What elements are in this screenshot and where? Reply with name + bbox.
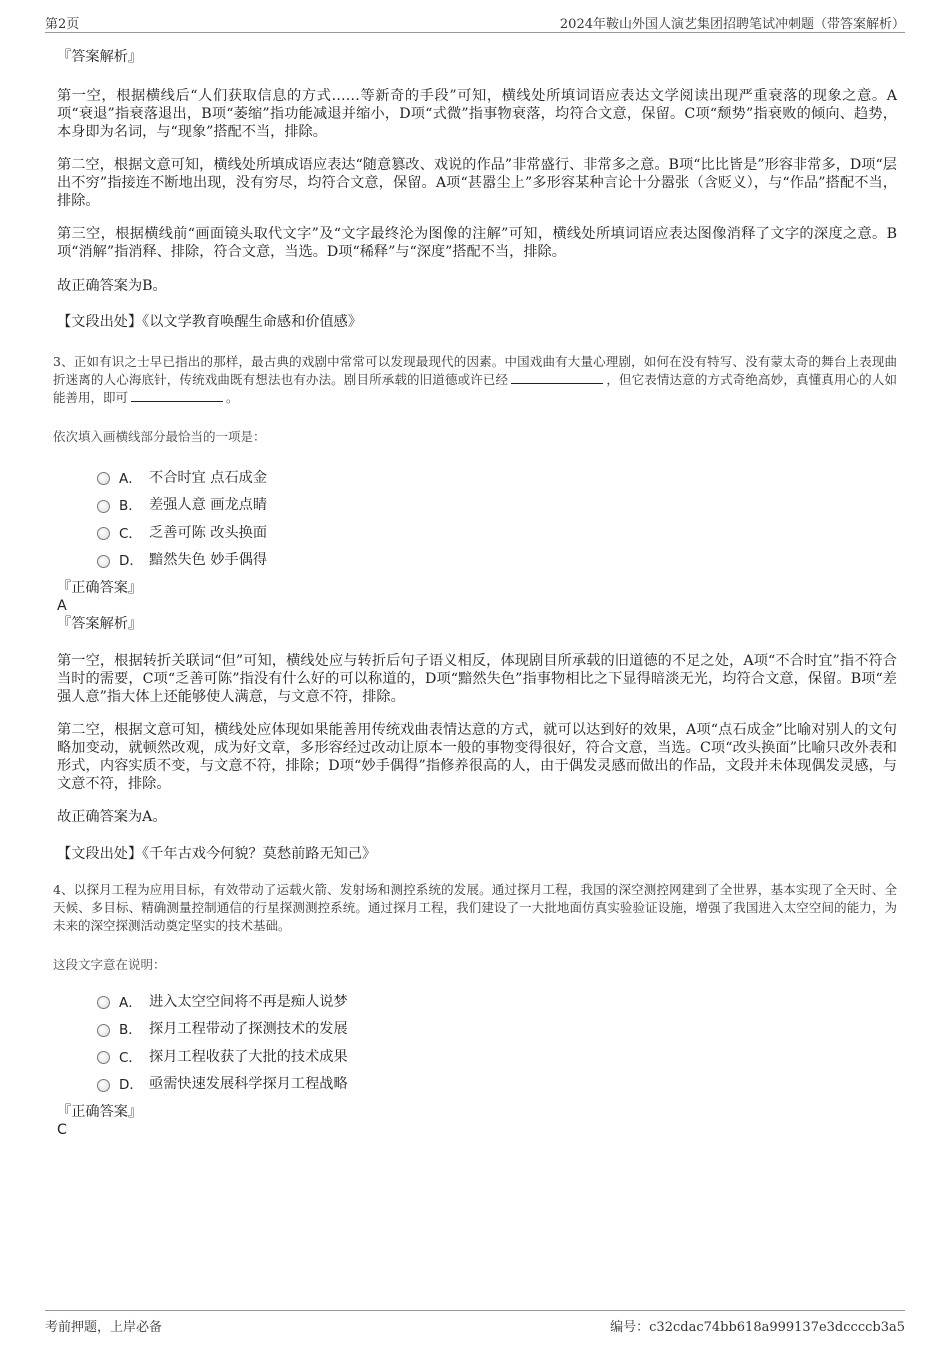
question-stem: 4、以探月工程为应用目标，有效带动了运载火箭、发射场和测控系统的发展。通过探月工程，我国的深空测控网建到了全世界，基本实现了全天时、全天候、多目标、精确测量控制通信的行星探测测控系统。通过探月工程，我们建设了一大批地面仿真实验验证设施，增强了我国进入太空空间的能力，为未来的深空探测活动奠定坚实的技术基础。 xyxy=(53,881,897,933)
analysis-paragraph: 第二空，根据文意可知，横线处所填成语应表达“随意篡改、戏说的作品”非常盛行、非常多之意。B项“比比皆是”形容非常多，D项“层出不穷”指接连不断地出现，没有穷尽，均符合文意，保留。A项“甚嚣尘上”多形容某种言论十分嚣张（含贬义），与“作品”搭配不当，排除。 xyxy=(57,156,897,210)
question-prompt: 依次填入画横线部分最恰当的一项是： xyxy=(53,429,266,445)
radio-button[interactable] xyxy=(97,1051,110,1064)
question-stem: 3、正如有识之士早已指出的那样，最古典的戏剧中常常可以发现最现代的因素。中国戏曲有大量心理剧，如何在没有特写、没有蒙太奇的舞台上表现曲折迷离的人心海底针，传统戏曲既有想法也有办法。剧目所承载的旧道德或许已经 ，但它表情达意的方式奇绝高妙，真懂真用心的人如能善用，即可 。 xyxy=(53,354,897,406)
option-c[interactable]: C． 乏善可陈 改头换面 xyxy=(97,518,897,546)
document-title: 2024年鞍山外国人演艺集团招聘笔试冲刺题（带答案解析） xyxy=(559,17,905,32)
analysis-paragraph: 第一空，根据转折关联词“但”可知，横线处应与转折后句子语义相反，体现剧目所承载的旧道德的不足之处，A项“不合时宜”指不符合当时的需要，C项“乏善可陈”指没有什么好的可以称道的，D项“黯然失色”指事物相比之下显得暗淡无光，均符合文意，保留。B项“差强人意”指大体上还能够使人满意，与文意不符，排除。 xyxy=(57,653,897,706)
radio-button[interactable] xyxy=(97,996,110,1009)
radio-button[interactable] xyxy=(97,527,110,540)
option-text: 差强人意 画龙点睛 xyxy=(149,497,268,514)
footer-slogan: 考前押题，上岸必备 xyxy=(45,1320,163,1335)
correct-answer-label: 『正确答案』 xyxy=(57,580,143,597)
option-a[interactable]: A． 进入太空空间将不再是痴人说梦 xyxy=(97,987,897,1015)
option-a[interactable]: A． 不合时宜 点石成金 xyxy=(97,463,897,491)
fill-blank xyxy=(511,371,603,384)
analysis-label: 『答案解析』 xyxy=(57,616,143,633)
radio-button[interactable] xyxy=(97,1079,110,1092)
radio-button[interactable] xyxy=(97,1024,110,1037)
correct-answer: C xyxy=(57,1121,67,1138)
option-text: 黯然失色 妙手偶得 xyxy=(149,552,268,569)
analysis-paragraph: 第三空，根据横线前“画面镜头取代文字”及“文字最终沦为图像的注解”可知，横线处所填词语应表达图像消释了文字的深度之意。B项“消解”指消释、排除，符合文意，当选。D项“稀释”与“深度”搭配不当，排除。 xyxy=(57,226,897,261)
options-list xyxy=(57,463,897,573)
option-b[interactable]: B． 差强人意 画龙点睛 xyxy=(97,491,897,519)
option-c[interactable]: C． 探月工程收获了大批的技术成果 xyxy=(97,1042,897,1070)
option-text: 亟需快速发展科学探月工程战略 xyxy=(149,1076,348,1093)
page-header xyxy=(45,10,905,33)
analysis-label: 『答案解析』 xyxy=(57,49,143,65)
option-text: 进入太空空间将不再是痴人说梦 xyxy=(149,993,348,1010)
correct-answer: A xyxy=(57,598,67,615)
passage-source: 【文段出处】《以文学教育唤醒生命感和价值感》 xyxy=(57,313,363,330)
analysis-paragraph: 第二空，根据文意可知，横线处应体现如果能善用传统戏曲表情达意的方式，就可以达到好的效果，A项“点石成金”比喻对别人的文句略加变动，就顿然改观，成为好文章，多形容经过改动让原本一般的事物变得很好，符合文意，当选。C项“改头换面”比喻只改外表和形式，内容实质不变，与文意不符，排除；D项“妙手偶得”指修养很高的人，由于偶发灵感而做出的作品，文段并未体现偶发灵感，与文意不符，排除。 xyxy=(57,721,897,793)
question-prompt: 这段文字意在说明： xyxy=(53,956,166,972)
option-text: 乏善可陈 改头换面 xyxy=(149,524,268,541)
radio-button[interactable] xyxy=(97,500,110,513)
radio-button[interactable] xyxy=(97,472,110,485)
option-d[interactable]: D． 黯然失色 妙手偶得 xyxy=(97,546,897,574)
option-text: 探月工程带动了探测技术的发展 xyxy=(149,1021,348,1038)
document-id: 编号：c32cdac74bb618a999137e3dccccb3a5 xyxy=(610,1320,905,1335)
options-list xyxy=(57,987,897,1097)
analysis-paragraph: 第一空，根据横线后“人们获取信息的方式……等新奇的手段”可知，横线处所填词语应表达文学阅读出现严重衰落的现象之意。A项“衰退”指衰落退出，B项“萎缩”指功能减退并缩小，D项“式微”指事物衰落，均符合文意，保留。C项“颓势”指衰败的倾向、趋势，本身即为名词，与“现象”搭配不当，排除。 xyxy=(57,88,897,141)
fill-blank xyxy=(131,389,223,402)
answer-conclusion: 故正确答案为A。 xyxy=(57,809,167,826)
radio-button[interactable] xyxy=(97,555,110,568)
answer-conclusion: 故正确答案为B。 xyxy=(57,277,167,294)
page-content xyxy=(53,42,897,1139)
correct-answer-label: 『正确答案』 xyxy=(57,1103,143,1120)
page-footer xyxy=(45,1310,905,1337)
option-b[interactable]: B． 探月工程带动了探测技术的发展 xyxy=(97,1014,897,1042)
option-text: 不合时宜 点石成金 xyxy=(149,469,268,486)
option-text: 探月工程收获了大批的技术成果 xyxy=(149,1048,348,1065)
option-d[interactable]: D． 亟需快速发展科学探月工程战略 xyxy=(97,1069,897,1097)
passage-source: 【文段出处】《千年古戏今何貌？莫愁前路无知己》 xyxy=(57,845,377,862)
page-number: 第2页 xyxy=(45,17,80,32)
